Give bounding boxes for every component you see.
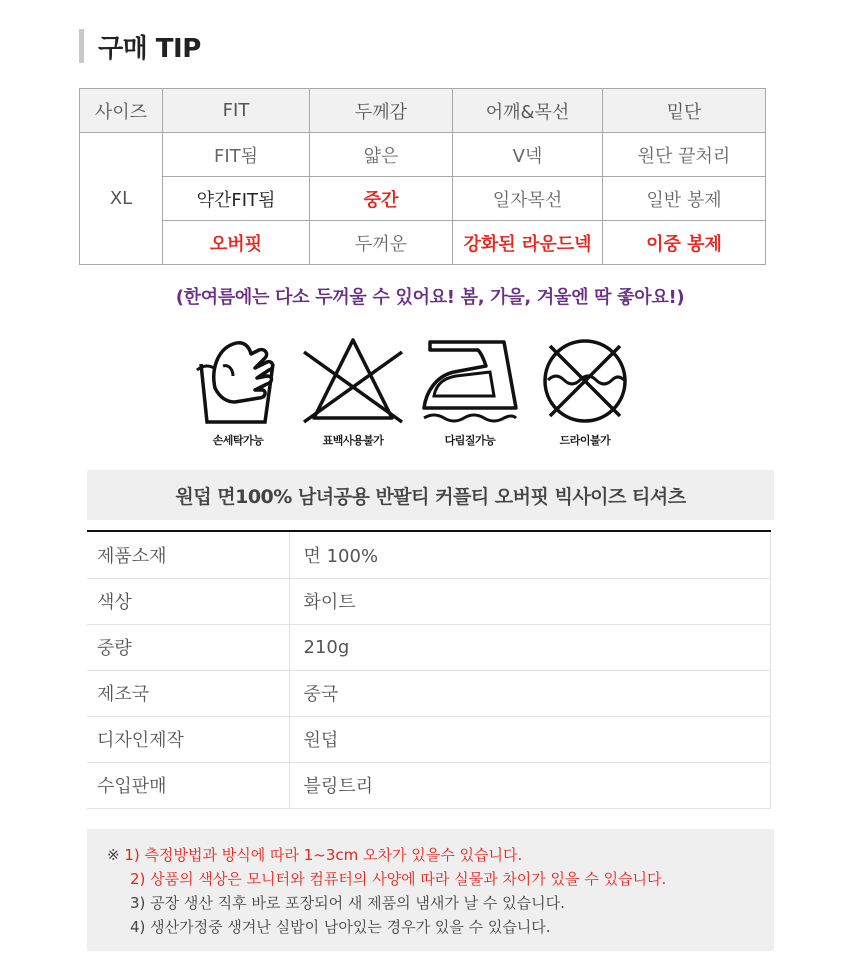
spec-value: 면 100% <box>289 532 771 578</box>
notice-box <box>87 829 774 951</box>
notice-mark: ※ <box>107 846 120 864</box>
table-row <box>87 762 771 808</box>
tip-cell-selected: 중간 <box>310 177 453 221</box>
tip-cell-selected: 강화된 라운드넥 <box>453 221 603 265</box>
notice-line: 2) 상품의 색상은 모니터와 컴퓨터의 사양에 따라 실물과 차이가 있을 수 있습니다. <box>130 870 667 888</box>
page-title: 구매 TIP <box>98 33 201 64</box>
tip-cell: 일자목선 <box>453 177 603 221</box>
tip-cell-selected: 이중 봉제 <box>603 221 766 265</box>
header-hem: 밑단 <box>603 89 766 133</box>
care-label: 드라이불가 <box>559 434 611 447</box>
care-item-no-dry-clean <box>540 336 630 448</box>
tip-cell: 약간FIT됨 <box>163 177 310 221</box>
tip-cell: FIT됨 <box>163 133 310 177</box>
care-item-no-bleach <box>300 336 406 448</box>
care-item-iron <box>420 336 520 448</box>
spec-value: 원덥 <box>289 716 771 762</box>
spec-value: 중국 <box>289 670 771 716</box>
section-header <box>79 28 201 64</box>
tip-cell-selected: 오버핏 <box>163 221 310 265</box>
spec-value: 블링트리 <box>289 762 771 808</box>
header-thickness: 두께감 <box>310 89 453 133</box>
table-row <box>87 578 771 624</box>
spec-table <box>87 532 771 809</box>
no-dry-clean-icon <box>540 336 630 426</box>
purchase-tip-table <box>79 88 766 265</box>
header-size: 사이즈 <box>80 89 163 133</box>
size-cell: XL <box>80 133 163 265</box>
hand-wash-icon <box>193 336 283 426</box>
tip-cell: 원단 끝처리 <box>603 133 766 177</box>
tip-row <box>80 133 766 177</box>
spec-key: 중량 <box>87 624 289 670</box>
spec-key: 제조국 <box>87 670 289 716</box>
table-row <box>87 624 771 670</box>
tagline: (한여름에는 다소 두꺼울 수 있어요! 봄, 가을, 겨울엔 딱 좋아요!) <box>175 287 685 308</box>
header-fit: FIT <box>163 89 310 133</box>
notice-text: 1) 측정방법과 방식에 따라 1~3cm 오차가 있을수 있습니다. <box>124 846 523 864</box>
notice-line: 4) 생산가정중 생겨난 실밥이 남아있는 경우가 있을 수 있습니다. <box>130 918 551 936</box>
care-label: 표백사용불가 <box>322 434 384 447</box>
tip-cell: 일반 봉제 <box>603 177 766 221</box>
tip-cell: 얇은 <box>310 133 453 177</box>
tip-row <box>80 221 766 265</box>
tip-cell: V넥 <box>453 133 603 177</box>
spec-key: 디자인제작 <box>87 716 289 762</box>
no-bleach-icon <box>300 336 406 426</box>
spec-key: 색상 <box>87 578 289 624</box>
spec-key: 제품소재 <box>87 532 289 578</box>
tip-cell: 두꺼운 <box>310 221 453 265</box>
product-title: 원덥 면100% 남녀공용 반팔티 커플티 오버핏 빅사이즈 티셔츠 <box>175 485 686 508</box>
care-item-hand-wash <box>193 336 283 448</box>
notice-line: 3) 공장 생산 직후 바로 포장되어 새 제품의 냄새가 날 수 있습니다. <box>130 894 565 912</box>
care-label: 다림질가능 <box>444 434 496 447</box>
table-row <box>87 670 771 716</box>
spec-value: 210g <box>289 624 771 670</box>
spec-key: 수입판매 <box>87 762 289 808</box>
product-title-bar <box>87 470 774 520</box>
table-row <box>87 716 771 762</box>
title-accent-bar <box>79 29 84 63</box>
iron-icon <box>420 336 520 426</box>
spec-value: 화이트 <box>289 578 771 624</box>
table-row <box>87 532 771 578</box>
tip-header-row <box>80 89 766 133</box>
tip-row <box>80 177 766 221</box>
notice-line <box>107 843 774 867</box>
header-neckline: 어깨&목선 <box>453 89 603 133</box>
care-label: 손세탁가능 <box>212 434 264 447</box>
